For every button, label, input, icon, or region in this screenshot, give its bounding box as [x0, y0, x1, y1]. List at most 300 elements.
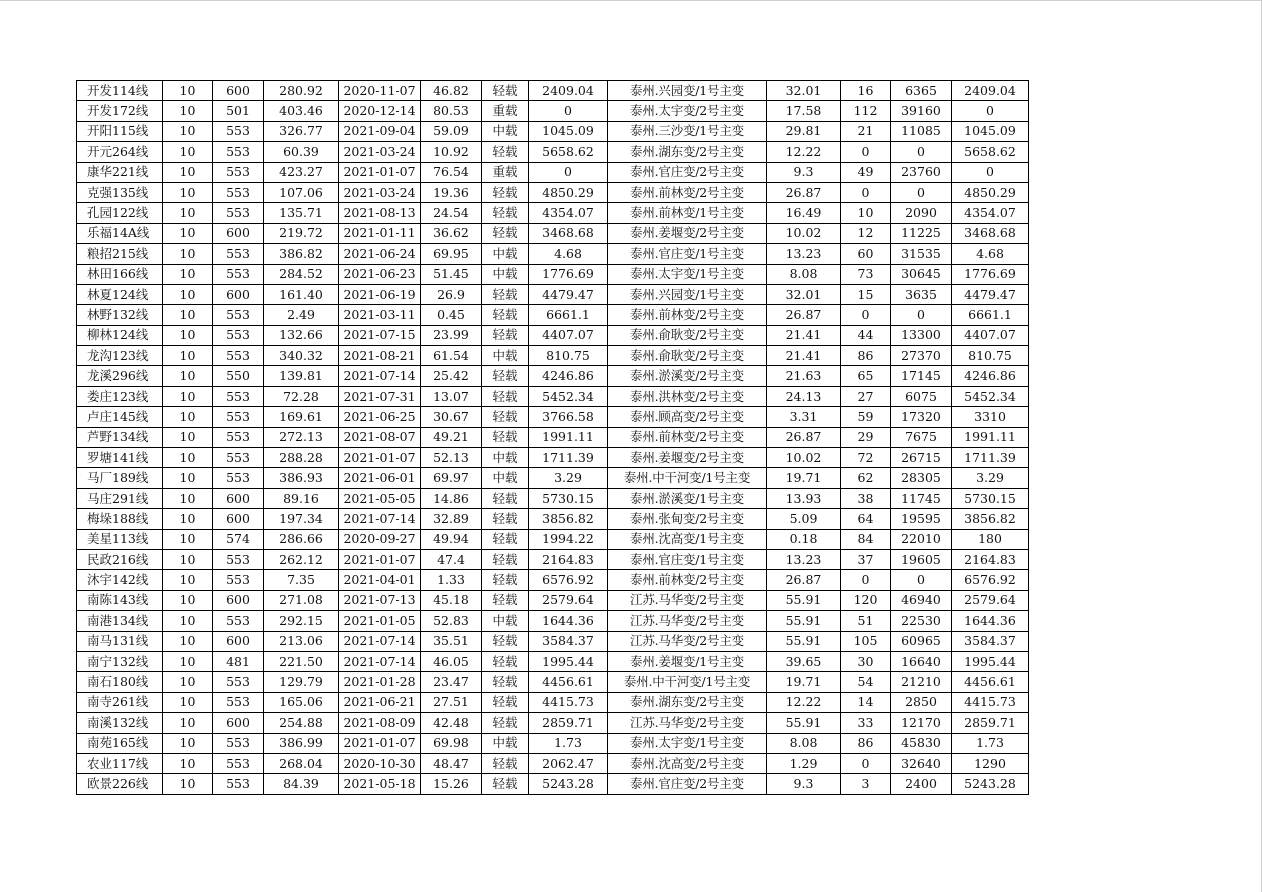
- cell-voltage: 10: [163, 488, 213, 508]
- cell-transformer: 泰州.太宇变/1号主变: [608, 264, 767, 284]
- cell-spare-capacity: 6576.92: [952, 570, 1029, 590]
- cell-transformer-load: 13.23: [767, 244, 841, 264]
- cell-spare-capacity: 6661.1: [952, 305, 1029, 325]
- cell-max-current: 107.06: [264, 182, 339, 202]
- cell-user-count: 112: [841, 101, 891, 121]
- cell-voltage: 10: [163, 386, 213, 406]
- cell-load-rate: 32.89: [421, 509, 482, 529]
- cell-transformer: 泰州.三沙变/1号主变: [608, 121, 767, 141]
- cell-user-count: 0: [841, 753, 891, 773]
- cell-voltage: 10: [163, 244, 213, 264]
- cell-user-count: 44: [841, 325, 891, 345]
- cell-max-current: 292.15: [264, 611, 339, 631]
- cell-transformer-load: 10.02: [767, 223, 841, 243]
- cell-line-name: 克强135线: [77, 182, 163, 202]
- cell-user-count: 30: [841, 651, 891, 671]
- cell-load-rate: 30.67: [421, 407, 482, 427]
- cell-transformer: 泰州.兴园变/1号主变: [608, 81, 767, 101]
- cell-voltage: 10: [163, 590, 213, 610]
- cell-rated-current: 600: [213, 81, 264, 101]
- cell-user-count: 0: [841, 182, 891, 202]
- cell-rated-current: 553: [213, 244, 264, 264]
- cell-available-capacity: 2579.64: [529, 590, 608, 610]
- cell-installed-capacity: 11225: [891, 223, 952, 243]
- cell-max-current: 340.32: [264, 346, 339, 366]
- cell-voltage: 10: [163, 162, 213, 182]
- cell-line-name: 南陈143线: [77, 590, 163, 610]
- cell-spare-capacity: 4415.73: [952, 692, 1029, 712]
- cell-load-status: 轻载: [482, 774, 529, 794]
- cell-spare-capacity: 3310: [952, 407, 1029, 427]
- cell-date: 2021-08-21: [339, 346, 421, 366]
- cell-rated-current: 553: [213, 162, 264, 182]
- cell-user-count: 16: [841, 81, 891, 101]
- cell-load-rate: 19.36: [421, 182, 482, 202]
- cell-line-name: 龙沟123线: [77, 346, 163, 366]
- table-row: [77, 549, 1029, 569]
- cell-user-count: 105: [841, 631, 891, 651]
- table-row: [77, 713, 1029, 733]
- cell-transformer: 泰州.沈高变/1号主变: [608, 529, 767, 549]
- cell-load-rate: 52.83: [421, 611, 482, 631]
- cell-rated-current: 553: [213, 305, 264, 325]
- cell-user-count: 10: [841, 203, 891, 223]
- cell-voltage: 10: [163, 182, 213, 202]
- cell-voltage: 10: [163, 305, 213, 325]
- cell-line-name: 马厂189线: [77, 468, 163, 488]
- cell-user-count: 33: [841, 713, 891, 733]
- cell-load-rate: 46.05: [421, 651, 482, 671]
- cell-rated-current: 553: [213, 142, 264, 162]
- cell-user-count: 120: [841, 590, 891, 610]
- cell-rated-current: 600: [213, 509, 264, 529]
- cell-max-current: 403.46: [264, 101, 339, 121]
- cell-installed-capacity: 32640: [891, 753, 952, 773]
- cell-load-status: 重载: [482, 101, 529, 121]
- cell-rated-current: 553: [213, 203, 264, 223]
- cell-transformer-load: 19.71: [767, 672, 841, 692]
- cell-available-capacity: 4407.07: [529, 325, 608, 345]
- cell-spare-capacity: 4354.07: [952, 203, 1029, 223]
- cell-transformer-load: 21.41: [767, 325, 841, 345]
- cell-max-current: 326.77: [264, 121, 339, 141]
- cell-max-current: 423.27: [264, 162, 339, 182]
- cell-line-name: 梅垛188线: [77, 509, 163, 529]
- cell-voltage: 10: [163, 142, 213, 162]
- cell-line-name: 欧景226线: [77, 774, 163, 794]
- cell-transformer-load: 21.63: [767, 366, 841, 386]
- cell-date: 2021-06-24: [339, 244, 421, 264]
- cell-max-current: 262.12: [264, 549, 339, 569]
- cell-load-rate: 59.09: [421, 121, 482, 141]
- cell-max-current: 165.06: [264, 692, 339, 712]
- cell-user-count: 60: [841, 244, 891, 264]
- cell-load-status: 轻载: [482, 509, 529, 529]
- cell-rated-current: 553: [213, 468, 264, 488]
- cell-available-capacity: 3766.58: [529, 407, 608, 427]
- cell-installed-capacity: 11745: [891, 488, 952, 508]
- cell-load-status: 中载: [482, 346, 529, 366]
- cell-rated-current: 553: [213, 346, 264, 366]
- cell-date: 2021-08-07: [339, 427, 421, 447]
- cell-date: 2021-01-07: [339, 162, 421, 182]
- cell-line-name: 孔园122线: [77, 203, 163, 223]
- cell-rated-current: 553: [213, 753, 264, 773]
- table-row: [77, 509, 1029, 529]
- cell-voltage: 10: [163, 468, 213, 488]
- cell-voltage: 10: [163, 549, 213, 569]
- page-edge-top: [0, 0, 1262, 1]
- cell-spare-capacity: 5452.34: [952, 386, 1029, 406]
- cell-available-capacity: 1776.69: [529, 264, 608, 284]
- cell-load-status: 轻载: [482, 753, 529, 773]
- cell-available-capacity: 1995.44: [529, 651, 608, 671]
- table-row: [77, 529, 1029, 549]
- cell-voltage: 10: [163, 733, 213, 753]
- cell-installed-capacity: 6075: [891, 386, 952, 406]
- cell-max-current: 213.06: [264, 631, 339, 651]
- cell-installed-capacity: 19605: [891, 549, 952, 569]
- cell-installed-capacity: 2850: [891, 692, 952, 712]
- cell-date: 2021-06-01: [339, 468, 421, 488]
- cell-rated-current: 553: [213, 182, 264, 202]
- cell-voltage: 10: [163, 264, 213, 284]
- cell-available-capacity: 4354.07: [529, 203, 608, 223]
- cell-load-rate: 0.45: [421, 305, 482, 325]
- cell-max-current: 72.28: [264, 386, 339, 406]
- cell-voltage: 10: [163, 223, 213, 243]
- cell-transformer-load: 26.87: [767, 570, 841, 590]
- cell-transformer-load: 32.01: [767, 81, 841, 101]
- cell-voltage: 10: [163, 753, 213, 773]
- cell-user-count: 54: [841, 672, 891, 692]
- cell-rated-current: 600: [213, 488, 264, 508]
- cell-line-name: 农业117线: [77, 753, 163, 773]
- cell-spare-capacity: 4407.07: [952, 325, 1029, 345]
- cell-user-count: 0: [841, 305, 891, 325]
- cell-load-rate: 52.13: [421, 448, 482, 468]
- cell-spare-capacity: 2164.83: [952, 549, 1029, 569]
- cell-rated-current: 600: [213, 590, 264, 610]
- cell-installed-capacity: 26715: [891, 448, 952, 468]
- table-body: [77, 81, 1029, 795]
- cell-available-capacity: 3856.82: [529, 509, 608, 529]
- cell-installed-capacity: 45830: [891, 733, 952, 753]
- cell-date: 2021-03-11: [339, 305, 421, 325]
- cell-line-name: 粮招215线: [77, 244, 163, 264]
- cell-user-count: 86: [841, 733, 891, 753]
- cell-load-status: 轻载: [482, 142, 529, 162]
- cell-load-status: 轻载: [482, 366, 529, 386]
- cell-rated-current: 600: [213, 713, 264, 733]
- cell-transformer: 泰州.姜堰变/1号主变: [608, 651, 767, 671]
- cell-line-name: 卢庄145线: [77, 407, 163, 427]
- cell-spare-capacity: 1995.44: [952, 651, 1029, 671]
- cell-transformer-load: 21.41: [767, 346, 841, 366]
- cell-transformer: 泰州.姜堰变/2号主变: [608, 223, 767, 243]
- table-row: [77, 101, 1029, 121]
- table-row: [77, 733, 1029, 753]
- cell-spare-capacity: 810.75: [952, 346, 1029, 366]
- cell-voltage: 10: [163, 651, 213, 671]
- cell-transformer: 泰州.顾高变/2号主变: [608, 407, 767, 427]
- cell-available-capacity: 3468.68: [529, 223, 608, 243]
- cell-load-status: 轻载: [482, 549, 529, 569]
- cell-spare-capacity: 1045.09: [952, 121, 1029, 141]
- cell-transformer-load: 13.23: [767, 549, 841, 569]
- cell-date: 2021-07-13: [339, 590, 421, 610]
- cell-transformer: 泰州.淤溪变/2号主变: [608, 366, 767, 386]
- table-row: [77, 448, 1029, 468]
- cell-load-rate: 1.33: [421, 570, 482, 590]
- cell-transformer-load: 32.01: [767, 284, 841, 304]
- cell-line-name: 沐宇142线: [77, 570, 163, 590]
- cell-transformer: 泰州.张甸变/2号主变: [608, 509, 767, 529]
- cell-voltage: 10: [163, 529, 213, 549]
- cell-transformer-load: 26.87: [767, 182, 841, 202]
- cell-load-rate: 36.62: [421, 223, 482, 243]
- cell-spare-capacity: 1.73: [952, 733, 1029, 753]
- table-row: [77, 631, 1029, 651]
- cell-installed-capacity: 17320: [891, 407, 952, 427]
- cell-transformer-load: 19.71: [767, 468, 841, 488]
- cell-voltage: 10: [163, 509, 213, 529]
- cell-load-status: 轻载: [482, 386, 529, 406]
- cell-user-count: 15: [841, 284, 891, 304]
- cell-rated-current: 553: [213, 733, 264, 753]
- cell-line-name: 林夏124线: [77, 284, 163, 304]
- cell-max-current: 254.88: [264, 713, 339, 733]
- table-row: [77, 284, 1029, 304]
- cell-transformer: 泰州.官庄变/2号主变: [608, 162, 767, 182]
- cell-max-current: 221.50: [264, 651, 339, 671]
- cell-voltage: 10: [163, 284, 213, 304]
- cell-voltage: 10: [163, 366, 213, 386]
- cell-transformer-load: 26.87: [767, 427, 841, 447]
- cell-max-current: 197.34: [264, 509, 339, 529]
- cell-transformer-load: 29.81: [767, 121, 841, 141]
- cell-available-capacity: 1994.22: [529, 529, 608, 549]
- cell-load-rate: 48.47: [421, 753, 482, 773]
- cell-rated-current: 553: [213, 672, 264, 692]
- cell-transformer: 泰州.湖东变/2号主变: [608, 692, 767, 712]
- cell-line-name: 林田166线: [77, 264, 163, 284]
- cell-line-name: 康华221线: [77, 162, 163, 182]
- cell-load-status: 重载: [482, 162, 529, 182]
- table-row: [77, 264, 1029, 284]
- cell-spare-capacity: 3.29: [952, 468, 1029, 488]
- cell-date: 2021-03-24: [339, 142, 421, 162]
- cell-transformer-load: 5.09: [767, 509, 841, 529]
- cell-max-current: 288.28: [264, 448, 339, 468]
- cell-user-count: 73: [841, 264, 891, 284]
- table-row: [77, 203, 1029, 223]
- cell-transformer: 泰州.前林变/2号主变: [608, 427, 767, 447]
- cell-date: 2021-08-09: [339, 713, 421, 733]
- cell-load-status: 轻载: [482, 284, 529, 304]
- cell-available-capacity: 5452.34: [529, 386, 608, 406]
- cell-installed-capacity: 0: [891, 570, 952, 590]
- cell-line-name: 美星113线: [77, 529, 163, 549]
- cell-load-rate: 49.21: [421, 427, 482, 447]
- cell-date: 2020-12-14: [339, 101, 421, 121]
- cell-max-current: 271.08: [264, 590, 339, 610]
- cell-user-count: 3: [841, 774, 891, 794]
- cell-transformer-load: 17.58: [767, 101, 841, 121]
- cell-date: 2021-06-25: [339, 407, 421, 427]
- cell-load-status: 轻载: [482, 182, 529, 202]
- cell-available-capacity: 2164.83: [529, 549, 608, 569]
- cell-max-current: 89.16: [264, 488, 339, 508]
- cell-voltage: 10: [163, 611, 213, 631]
- cell-date: 2021-05-18: [339, 774, 421, 794]
- table-row: [77, 570, 1029, 590]
- cell-spare-capacity: 5243.28: [952, 774, 1029, 794]
- cell-rated-current: 553: [213, 448, 264, 468]
- cell-date: 2020-10-30: [339, 753, 421, 773]
- cell-transformer: 泰州.前林变/2号主变: [608, 305, 767, 325]
- cell-line-name: 乐福14A线: [77, 223, 163, 243]
- cell-load-rate: 69.97: [421, 468, 482, 488]
- cell-voltage: 10: [163, 692, 213, 712]
- table-row: [77, 162, 1029, 182]
- table-row: [77, 427, 1029, 447]
- cell-load-rate: 47.4: [421, 549, 482, 569]
- cell-available-capacity: 6661.1: [529, 305, 608, 325]
- cell-transformer-load: 12.22: [767, 692, 841, 712]
- cell-available-capacity: 4456.61: [529, 672, 608, 692]
- cell-user-count: 51: [841, 611, 891, 631]
- cell-transformer: 泰州.前林变/1号主变: [608, 203, 767, 223]
- cell-transformer: 泰州.洪林变/2号主变: [608, 386, 767, 406]
- cell-installed-capacity: 3635: [891, 284, 952, 304]
- table-row: [77, 672, 1029, 692]
- cell-installed-capacity: 13300: [891, 325, 952, 345]
- cell-max-current: 284.52: [264, 264, 339, 284]
- cell-voltage: 10: [163, 81, 213, 101]
- cell-spare-capacity: 1991.11: [952, 427, 1029, 447]
- cell-user-count: 64: [841, 509, 891, 529]
- cell-date: 2020-09-27: [339, 529, 421, 549]
- cell-date: 2020-11-07: [339, 81, 421, 101]
- table-row: [77, 386, 1029, 406]
- cell-available-capacity: 4246.86: [529, 366, 608, 386]
- cell-transformer-load: 12.22: [767, 142, 841, 162]
- cell-date: 2021-01-11: [339, 223, 421, 243]
- cell-date: 2021-01-28: [339, 672, 421, 692]
- cell-rated-current: 553: [213, 570, 264, 590]
- cell-installed-capacity: 46940: [891, 590, 952, 610]
- cell-max-current: 129.79: [264, 672, 339, 692]
- cell-load-rate: 14.86: [421, 488, 482, 508]
- cell-load-status: 轻载: [482, 631, 529, 651]
- cell-load-status: 中载: [482, 121, 529, 141]
- cell-installed-capacity: 6365: [891, 81, 952, 101]
- table-row: [77, 753, 1029, 773]
- cell-available-capacity: 2859.71: [529, 713, 608, 733]
- cell-line-name: 南寺261线: [77, 692, 163, 712]
- cell-user-count: 49: [841, 162, 891, 182]
- cell-user-count: 86: [841, 346, 891, 366]
- cell-user-count: 29: [841, 427, 891, 447]
- cell-load-status: 轻载: [482, 427, 529, 447]
- table-row: [77, 81, 1029, 101]
- table-row: [77, 305, 1029, 325]
- cell-available-capacity: 4415.73: [529, 692, 608, 712]
- cell-rated-current: 553: [213, 549, 264, 569]
- cell-available-capacity: 1991.11: [529, 427, 608, 447]
- cell-available-capacity: 2062.47: [529, 753, 608, 773]
- cell-load-status: 轻载: [482, 81, 529, 101]
- cell-load-rate: 61.54: [421, 346, 482, 366]
- table-row: [77, 590, 1029, 610]
- cell-date: 2021-01-07: [339, 549, 421, 569]
- cell-load-rate: 42.48: [421, 713, 482, 733]
- cell-user-count: 0: [841, 570, 891, 590]
- cell-load-rate: 51.45: [421, 264, 482, 284]
- cell-transformer-load: 24.13: [767, 386, 841, 406]
- cell-transformer-load: 9.3: [767, 162, 841, 182]
- cell-transformer-load: 26.87: [767, 305, 841, 325]
- cell-transformer-load: 55.91: [767, 631, 841, 651]
- cell-date: 2021-06-21: [339, 692, 421, 712]
- cell-available-capacity: 810.75: [529, 346, 608, 366]
- cell-available-capacity: 6576.92: [529, 570, 608, 590]
- cell-installed-capacity: 16640: [891, 651, 952, 671]
- cell-load-status: 轻载: [482, 713, 529, 733]
- table-row: [77, 244, 1029, 264]
- cell-rated-current: 553: [213, 325, 264, 345]
- cell-transformer-load: 55.91: [767, 713, 841, 733]
- cell-date: 2021-07-15: [339, 325, 421, 345]
- cell-user-count: 14: [841, 692, 891, 712]
- cell-spare-capacity: 1711.39: [952, 448, 1029, 468]
- table-row: [77, 366, 1029, 386]
- cell-user-count: 65: [841, 366, 891, 386]
- cell-line-name: 林野132线: [77, 305, 163, 325]
- cell-transformer: 江苏.马华变/2号主变: [608, 611, 767, 631]
- cell-date: 2021-07-14: [339, 631, 421, 651]
- cell-voltage: 10: [163, 448, 213, 468]
- cell-transformer: 泰州.官庄变/1号主变: [608, 549, 767, 569]
- cell-rated-current: 600: [213, 223, 264, 243]
- cell-transformer: 泰州.官庄变/1号主变: [608, 244, 767, 264]
- table-row: [77, 223, 1029, 243]
- cell-available-capacity: 1045.09: [529, 121, 608, 141]
- cell-line-name: 南宁132线: [77, 651, 163, 671]
- cell-max-current: 268.04: [264, 753, 339, 773]
- cell-rated-current: 501: [213, 101, 264, 121]
- cell-available-capacity: 1.73: [529, 733, 608, 753]
- table-row: [77, 468, 1029, 488]
- table-row: [77, 692, 1029, 712]
- cell-max-current: 286.66: [264, 529, 339, 549]
- cell-load-rate: 76.54: [421, 162, 482, 182]
- cell-line-name: 南港134线: [77, 611, 163, 631]
- cell-load-rate: 69.98: [421, 733, 482, 753]
- cell-transformer-load: 8.08: [767, 264, 841, 284]
- table-row: [77, 182, 1029, 202]
- cell-line-name: 马庄291线: [77, 488, 163, 508]
- cell-date: 2021-07-14: [339, 366, 421, 386]
- cell-available-capacity: 1644.36: [529, 611, 608, 631]
- cell-line-name: 龙溪296线: [77, 366, 163, 386]
- cell-load-rate: 13.07: [421, 386, 482, 406]
- cell-line-name: 南溪132线: [77, 713, 163, 733]
- cell-available-capacity: 5243.28: [529, 774, 608, 794]
- cell-transformer: 泰州.中干河变/1号主变: [608, 672, 767, 692]
- cell-transformer: 泰州.太宇变/1号主变: [608, 733, 767, 753]
